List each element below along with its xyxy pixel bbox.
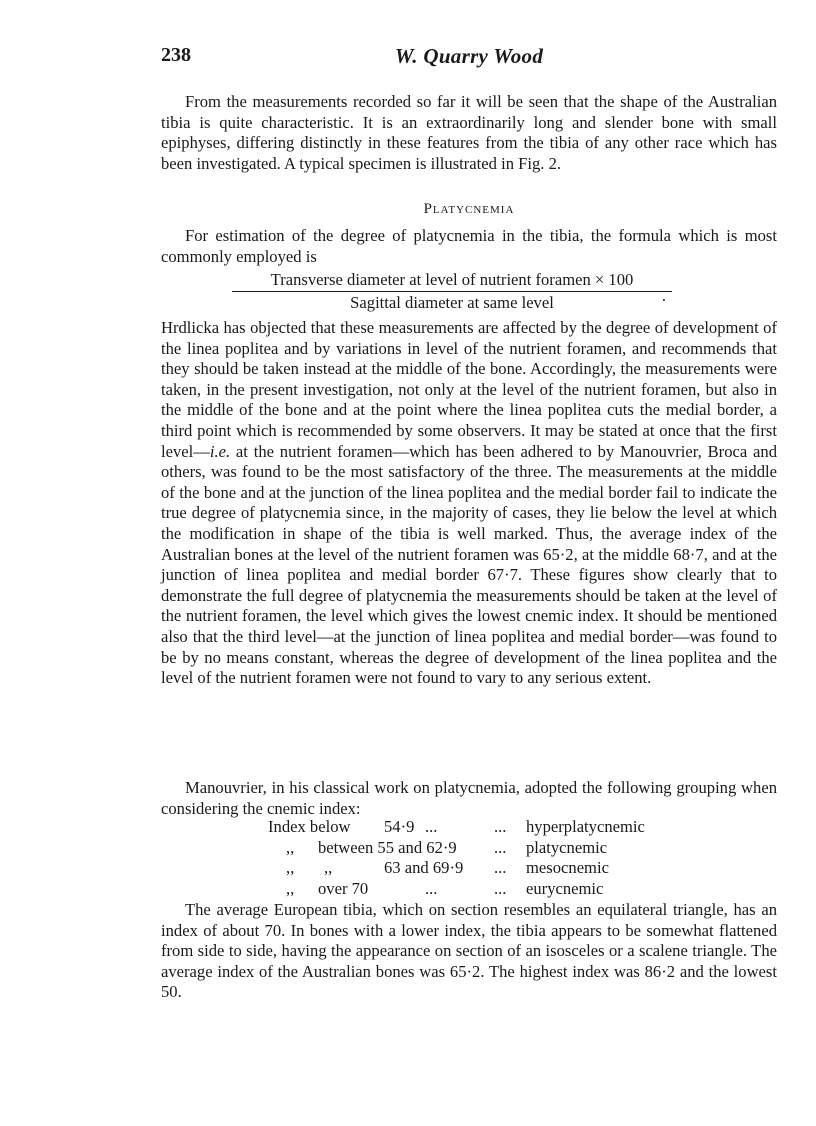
paragraph-formula-intro xyxy=(161,226,777,267)
paragraph-text: From the measurements recorded so far it will be seen that the shape of the Australian tibia is quite characteristic. It is an extraordinarily long and slender bone with small epiphyses, differing distinctly in these features from the tibia of any other race which has been investigated. A typical specimen is illustrated in Fig. 2. xyxy=(161,92,777,173)
grouping-term: eurycnemic xyxy=(526,878,604,898)
section-heading: Platycnemia xyxy=(423,201,515,217)
grouping-leader-dots: ... xyxy=(425,878,438,898)
platycnemia-formula xyxy=(232,270,672,313)
paragraph-manouvrier xyxy=(161,778,777,819)
grouping-range: 54·9 xyxy=(384,817,415,836)
page-number: 238 xyxy=(161,44,191,66)
abbreviation-ie: i.e. xyxy=(209,441,231,461)
grouping-term: hyperplatycnemic xyxy=(526,817,645,836)
paragraph-text-part: Hrdlicka has objected that these measurements are affected by the degree of development of the linea poplitea and by variations in level of the nutrient foramen, and recommends that they should be taken instead at the middle of the bone. Accordingly, the measurements were taken, in the present investigation, not only at the level of the nutrient foramen, but also in the middle of the bone and at the point where the linea poplitea cuts the medial border, a third point which is recommended by some observers. It may be stated at once that the first level— xyxy=(161,318,777,461)
paragraph-text: The average European tibia, which on section resembles an equilateral triangle, has an index of about 70. In bones with a lower index, the tibia appears to be somewhat flattened from side to side, having the appearance on section of an isosceles or a scalene triangle. The average index of the Australian bones was 65·2. The highest index was 86·2 and the lowest 50. xyxy=(161,900,777,1002)
paragraph-text: Manouvrier, in his classical work on platycnemia, adopted the following grouping when considering the cnemic index: xyxy=(161,778,777,818)
paragraph-european-tibia xyxy=(161,900,777,1003)
grouping-lead: Index below xyxy=(268,817,351,836)
grouping-row xyxy=(268,817,688,838)
grouping-row xyxy=(268,838,688,859)
formula-terminal: . xyxy=(661,286,666,305)
formula-denominator: Sagittal diameter at same level xyxy=(350,293,554,312)
paragraph-hrdlicka xyxy=(161,318,777,689)
grouping-leader-dots: ... xyxy=(494,858,507,878)
page-header xyxy=(161,44,777,72)
paragraph-text-part: at the nutrient foramen—which has been adhered to by Manouvrier, Broca and others, was found to be the most satisfactory of the three. The measurements at the middle of the bone and at the junction of the linea poplitea and the medial border fail to indicate the true degree of platycnemia since, in the majority of cases, they lie below the level at which the modification in shape of the tibia is well marked. Thus, the average index of the Australian bones at the level of the nutrient foramen was 65·2, at the middle 68·7, and at the junction of linea poplitea and medial border 67·7. These figures show clearly that to demonstrate the full degree of platycnemia the measurements should be taken at the level of the nutrient foramen, the level which gives the lowest cnemic index. It should be mentioned also that the third level—at the junction of linea poplitea and medial border—was found to be by no means constant, whereas the degree of development of the linea poplitea and the level of the nutrient foramen were not found to vary to any serious extent. xyxy=(161,441,777,688)
grouping-ditto: ,, xyxy=(286,837,295,857)
grouping-term: mesocnemic xyxy=(526,858,609,878)
grouping-leader-dots: ... xyxy=(494,837,507,857)
cnemic-index-grouping xyxy=(268,817,688,899)
grouping-leader-dots: ... xyxy=(494,878,507,898)
grouping-ditto: ,, xyxy=(286,858,295,878)
running-head: W. Quarry Wood xyxy=(394,44,544,68)
grouping-ditto: ,, xyxy=(324,858,333,878)
paragraph-text xyxy=(161,318,777,689)
paragraph-tibia-shape xyxy=(161,92,777,174)
grouping-range: 63 and 69·9 xyxy=(384,858,464,878)
grouping-term: platycnemic xyxy=(526,837,608,857)
grouping-range: over 70 xyxy=(318,878,369,898)
formula-numerator: Transverse diameter at level of nutrient foramen × 100 xyxy=(232,270,672,292)
paragraph-text: For estimation of the degree of platycnemia in the tibia, the formula which is most commonly employed is xyxy=(161,226,777,266)
grouping-row xyxy=(268,879,688,900)
grouping-row xyxy=(268,858,688,879)
grouping-leader-dots: ... xyxy=(425,817,438,836)
grouping-range: between 55 and 62·9 xyxy=(318,837,457,857)
grouping-leader-dots: ... xyxy=(494,817,507,836)
grouping-ditto: ,, xyxy=(286,878,295,898)
